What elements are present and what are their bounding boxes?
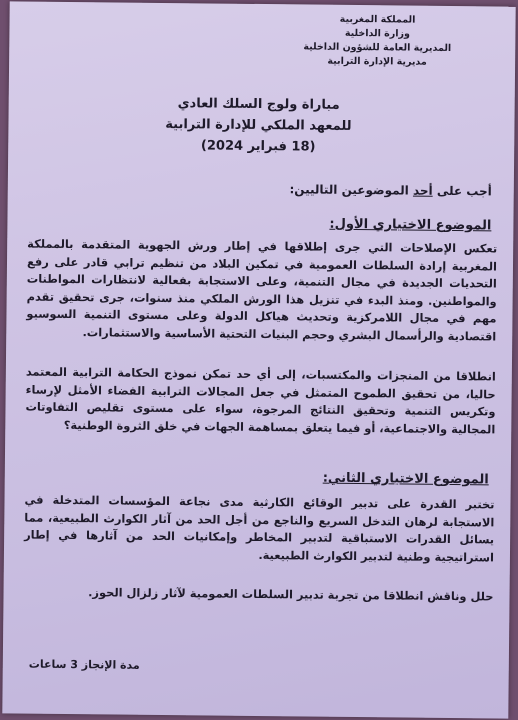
header-directorate-general: المديرية العامة للشؤون الداخلية	[303, 41, 452, 54]
instruction-after: الموضوعين التاليين:	[289, 182, 414, 198]
topic2-paragraph1: تختبر القدرة على تدبير الوقائع الكارثية مدى نجاعة المؤسسات المتدخلة في الاستجابة لرهان التدخل السريع والناجع من أجل الحد من آثار الكوارث الطبيعية، مما يسائل القدرات الاستباقية لتدبير المخاطر وإمكانيات الحد من آثارها في إطار استراتيجية وطنية لتدبير الكوارث الطبيعية.	[24, 492, 495, 564]
exam-date: (18 فبراير 2024)	[200, 138, 316, 155]
topic1-paragraph1: تعكس الإصلاحات التي جرى إطلاقها في إطار ورش الجهوية المتقدمة بالمملكة المغربية إرادة السلطات العمومية في تمكين البلاد من تنظيم ترابي قادر على رفع التحديات الجديدة في مجال التنمية، وعلى الاستجابة بفعالية لانتظارات المواطنات والمواطنين. ومنذ البدء في تنزيل هذا الورش الملكي منذ سنوات، جرى تحقيق تقدم مهم في مجال اللامركزية وتحديث هياكل الدولة وعلى مستوى التنمية السوسيو اقتصادية والرأسمال البشري وحجم البنيات التحتية الأساسية والاستثمارات.	[26, 236, 498, 343]
header-ministry: وزارة الداخلية	[344, 27, 410, 40]
ministry-header	[257, 12, 498, 71]
topic2-paragraph2: حلل وناقش انطلاقا من تجربة تدبير السلطات العمومية لآثار زلزال الحوز.	[88, 585, 494, 604]
instruction	[32, 180, 492, 199]
exam-paper	[2, 1, 515, 718]
exam-title-line1: مباراة ولوج السلك العادي	[177, 96, 340, 113]
exam-duration: مدة الإنجاز 3 ساعات	[28, 657, 140, 672]
exam-title	[138, 93, 379, 159]
topic1-paragraph2: انطلاقا من المنجزات والمكتسبات، إلى أي حد تمكن نموذج الحكامة الترابية المعتمد حاليا، من تحقيق الطموح المتمثل في جعل المجالات الترابية الفضاء الأمثل لإرساء وتكريس التنمية وتحقيق النتائج المرجوة، سواء على مستوى تقليص التفاوتات المجالية والاجتماعية، أو فيما يتعلق بمساهمة الجهات في خلق الثروة الوطنية؟	[25, 364, 496, 436]
header-kingdom: المملكة المغربية	[339, 13, 416, 26]
header-directorate: مديرية الإدارة الترابية	[327, 55, 427, 68]
instruction-before: أجب على	[432, 183, 492, 199]
instruction-underlined: أحد	[412, 183, 433, 198]
exam-title-line2: للمعهد الملكي للإدارة الترابية	[165, 117, 352, 134]
topic1-title: الموضوع الاختياري الأول:	[329, 216, 492, 234]
topic2-title: الموضوع الاختياري الثاني:	[322, 470, 489, 488]
